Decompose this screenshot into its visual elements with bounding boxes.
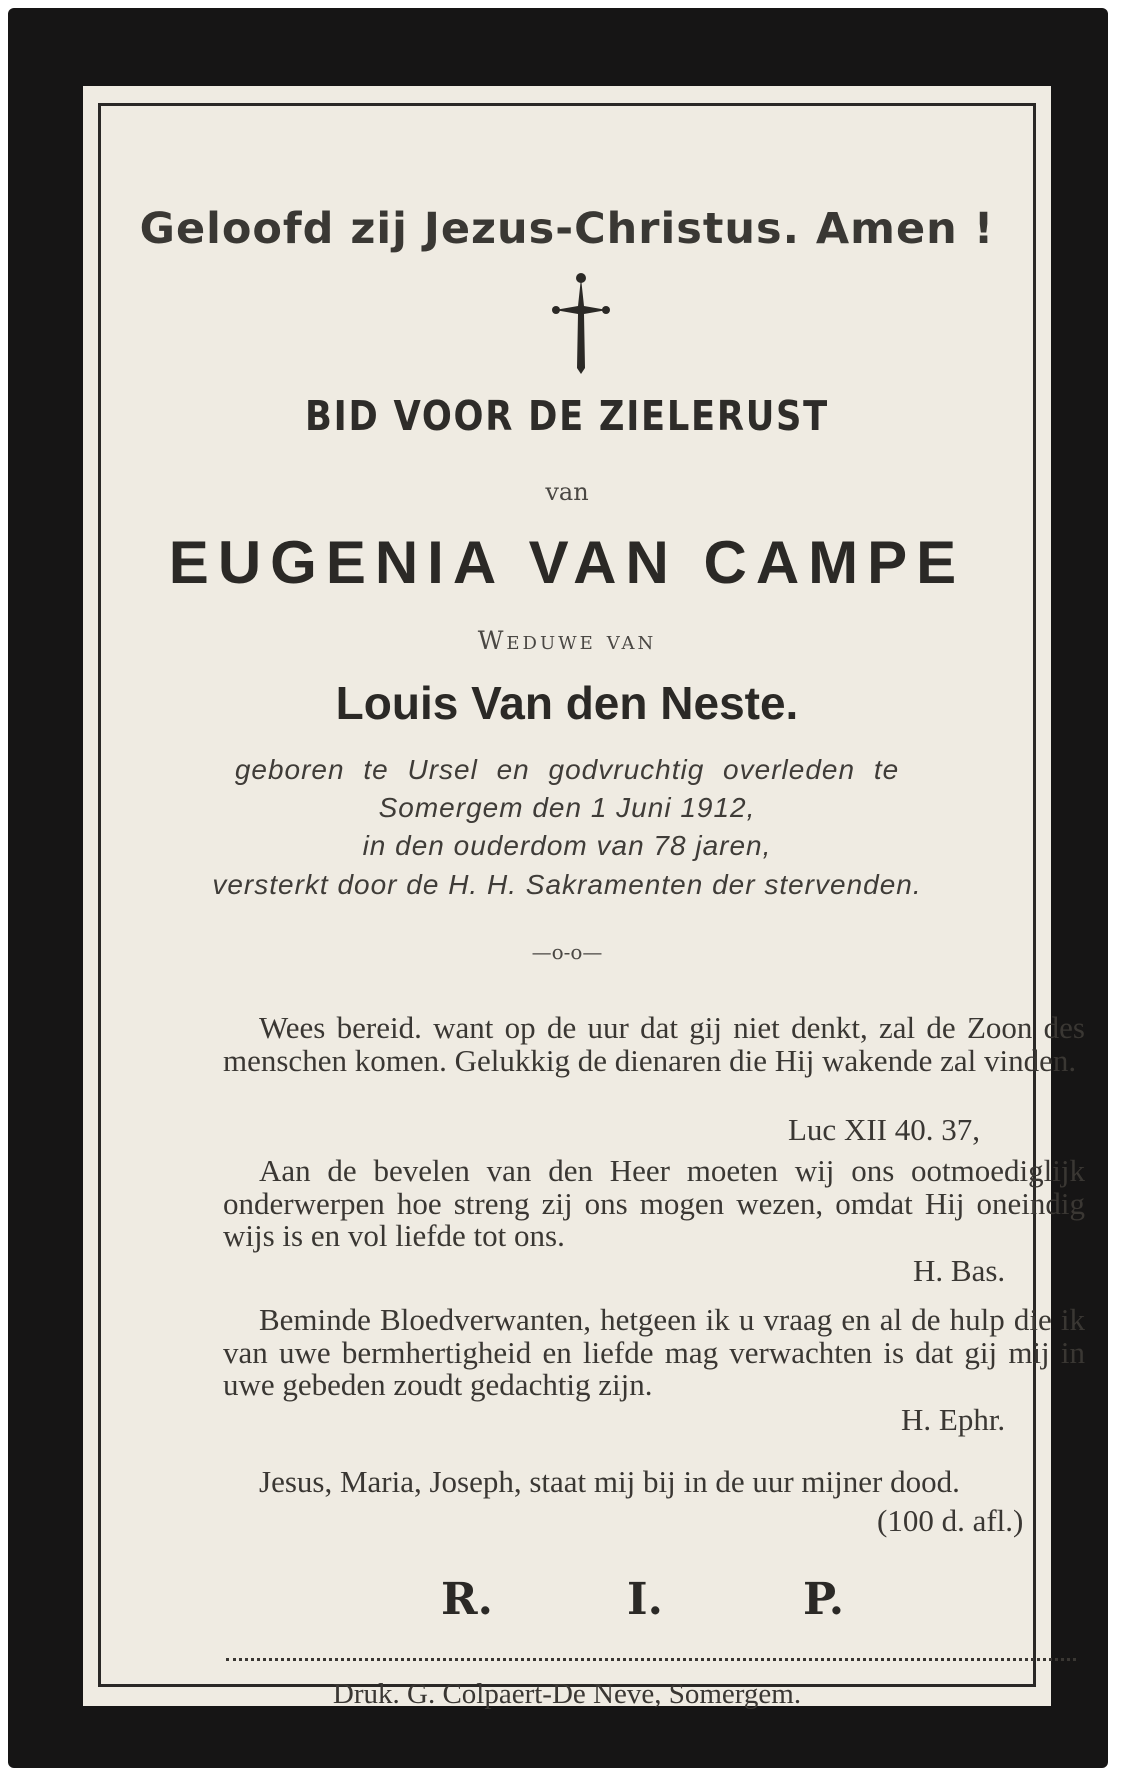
- deceased-name: EUGENIA VAN CAMPE: [168, 529, 966, 596]
- quote-attribution: H. Bas.: [913, 1253, 1006, 1288]
- weduwe-label: Weduwe van: [477, 626, 657, 655]
- dotted-divider: [226, 1658, 1076, 1661]
- memorial-card: [8, 8, 1108, 1768]
- quote-text: Jesus, Maria, Joseph, staat mij bij in de uur mijner dood.: [259, 1464, 960, 1499]
- printer-credit: Druk. G. Colpaert-De Neve, Somergem.: [332, 1678, 802, 1710]
- rip-letter: I.: [627, 1574, 663, 1625]
- detail-line: versterkt door de H. H. Sakramenten der stervenden.: [212, 869, 922, 900]
- cross-icon: [551, 270, 611, 376]
- detail-line: Somergem den 1 Juni 1912,: [378, 792, 756, 823]
- detail-line: geboren te Ursel en godvruchtig overleden te: [234, 754, 900, 785]
- quote-attribution: H. Ephr.: [901, 1402, 1006, 1437]
- rip-letter: R.: [441, 1574, 493, 1625]
- bid-voor-de-zielerust: BID VOOR DE ZIELERUST: [305, 392, 829, 440]
- quote-text: Aan de bevelen van den Heer moeten wij ons ootmoediglijk onderwerpen hoe streng zij ons mogen wezen, omdat Hij oneindig wijs is en vol liefde tot ons.: [223, 1153, 1085, 1253]
- card-paper: [83, 86, 1085, 1710]
- van-label: van: [545, 478, 589, 506]
- quote-attribution: (100 d. afl.): [877, 1503, 1024, 1538]
- detail-line: in den ouderdom van 78 jaren,: [362, 830, 772, 861]
- quote-text: Beminde Bloedverwanten, hetgeen ik u vraag en al de hulp die ik van uwe bermhertigheid en liefde mag verwachten is dat gij mij in uwe gebeden zoudt gedachtig zijn.: [223, 1302, 1085, 1402]
- quote-text: Wees bereid. want op de uur dat gij niet denkt, zal de Zoon des menschen komen. Gelukkig de dienaren die Hij wakende zal vinden.: [223, 1010, 1085, 1078]
- husband-name: Louis Van den Neste.: [335, 677, 799, 729]
- separator: —o-o—: [531, 940, 603, 964]
- rip-letter: P.: [803, 1574, 845, 1625]
- quote-attribution: Luc XII 40. 37,: [788, 1112, 980, 1147]
- heading: Geloofd zij Jezus-Christus. Amen !: [139, 204, 995, 254]
